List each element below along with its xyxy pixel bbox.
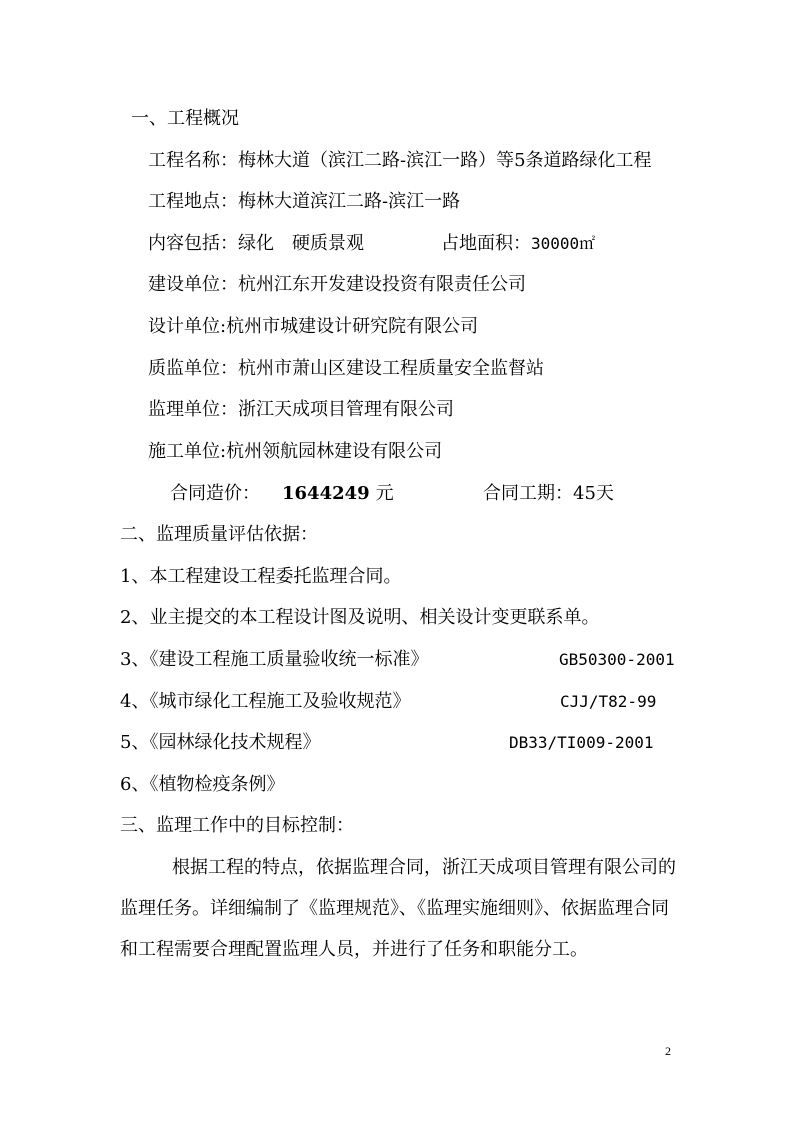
- construction-unit: 建设单位：杭州江东开发建设投资有限责任公司: [148, 274, 526, 295]
- contract-period: [483, 482, 614, 506]
- section3-paragraph: 根据工程的特点，依据监理合同，浙江天成项目管理有限公司的监理任务。详细编制了《监理规范》、《监理实施细则》、依据监理合同和工程需要合理配置监理人员，并进行了任务和职能分工。: [120, 857, 676, 960]
- basis-item-2: 2、业主提交的本工程设计图及说明、相关设计变更联系单。: [120, 607, 600, 628]
- basis-item-1: 1、本工程建设工程委托监理合同。: [120, 566, 402, 587]
- basis-item-4-code: CJJ/T82-99: [560, 692, 657, 711]
- area-value: 30000㎡: [531, 234, 596, 253]
- basis-item-6: 6、《植物检疫条例》: [120, 774, 285, 795]
- contract-price: [170, 482, 394, 506]
- basis-item-3-code: GB50300-2001: [559, 650, 675, 669]
- quality-unit: 质监单位：杭州市萧山区建设工程质量安全监督站: [148, 358, 544, 379]
- basis-item-3: 3、《建设工程施工质量验收统一标准》: [120, 649, 429, 670]
- section3-title: 三、监理工作中的目标控制：: [120, 815, 354, 836]
- supervision-unit: 监理单位：浙江天成项目管理有限公司: [148, 399, 454, 420]
- section2-title: 二、监理质量评估依据：: [120, 524, 318, 545]
- area-info: [441, 232, 595, 256]
- area-label: 占地面积：: [441, 233, 531, 254]
- design-unit: 设计单位:杭州市城建设计研究院有限公司: [148, 316, 479, 337]
- page-number: 2: [665, 1044, 671, 1058]
- basis-item-5: 5、《园林绿化技术规程》: [120, 732, 321, 753]
- project-location: 工程地点：梅林大道滨江二路-滨江一路: [148, 191, 461, 212]
- contract-price-unit: 元: [375, 483, 394, 504]
- contract-price-label: 合同造价：: [170, 483, 260, 504]
- contract-price-value: 1644249: [282, 483, 370, 504]
- basis-item-5-code: DB33/TI009-2001: [509, 733, 654, 752]
- basis-item-4: 4、《城市绿化工程施工及验收规范》: [120, 691, 411, 712]
- section1-title: 一、工程概况: [131, 108, 239, 129]
- builder-unit: 施工单位:杭州领航园林建设有限公司: [148, 441, 443, 462]
- content-scope: 内容包括：绿化 硬质景观: [148, 233, 364, 254]
- contract-period-value: 45天: [573, 483, 614, 504]
- project-name: 工程名称：梅林大道（滨江二路-滨江一路）等5条道路绿化工程: [148, 150, 652, 171]
- contract-period-label: 合同工期：: [483, 483, 573, 504]
